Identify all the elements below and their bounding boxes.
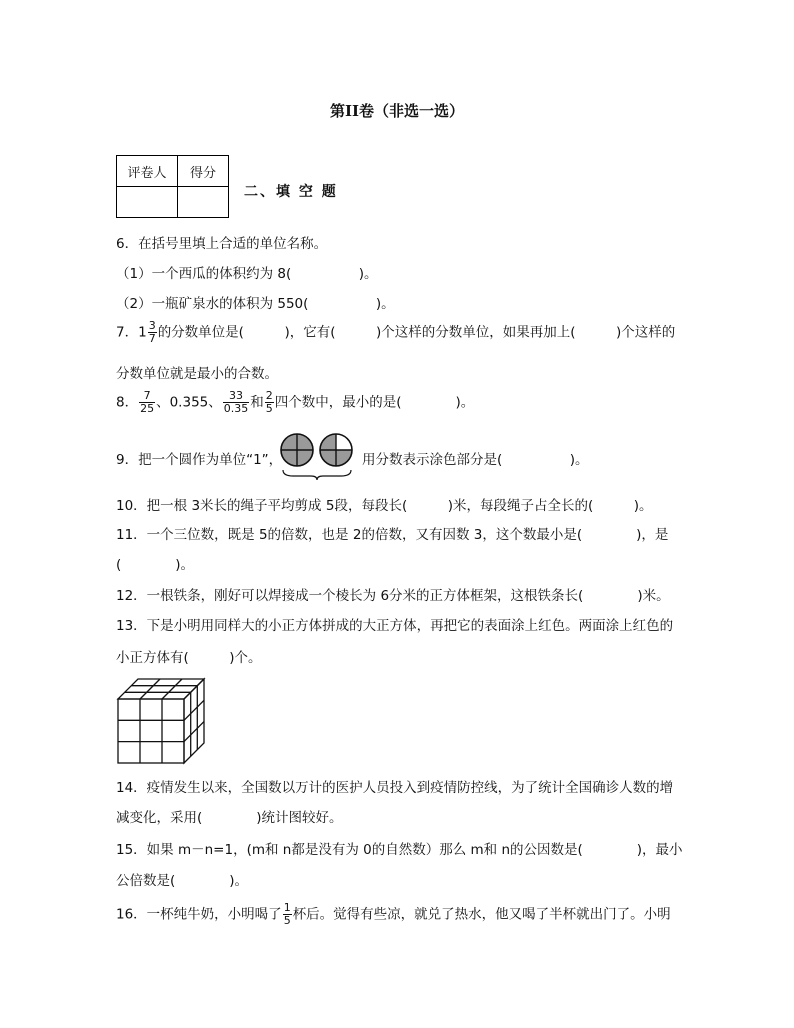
question-8-f2-numerator: 33 (223, 390, 250, 403)
question-8-f3-numerator: 2 (265, 389, 273, 402)
question-14-line2: 减变化，采用( )统计图较好。 (116, 810, 343, 826)
question-13-line2: 小正方体有( )个。 (116, 650, 262, 666)
question-6-stem: 6．在括号里填上合适的单位名称。 (116, 236, 328, 252)
question-6-sub2: （2）一瓶矿泉水的体积为 550( )。 (116, 296, 395, 312)
score-table-cell-grader (117, 187, 178, 218)
question-16-fraction (283, 902, 292, 927)
question-7-line1 (116, 320, 675, 345)
question-7-whole: 1 (138, 324, 147, 341)
score-table (116, 155, 229, 218)
question-8-fraction-3 (265, 390, 274, 415)
question-9-rest: 用分数表示涂色部分是( )。 (362, 452, 589, 468)
question-9-prefix: 9．把一个圆作为单位“1”， (116, 452, 283, 468)
question-8-f3-denominator: 5 (265, 402, 273, 415)
score-table-cell-score (178, 187, 229, 218)
question-13-cube-figure (116, 677, 210, 765)
question-7-rest: 的分数单位是( )，它有( )个这样的分数单位，如果再加上( )个这样的 (157, 324, 676, 341)
question-10: 10．把一根 3米长的绳子平均剪成 5段，每段长( )米，每段绳子占全长的( )。 (116, 498, 653, 514)
question-8-fraction-2 (223, 390, 250, 415)
question-8-f1-numerator: 7 (139, 390, 155, 403)
question-12: 12．一根铁条，刚好可以焊接成一个棱长为 6分米的正方体框架，这根铁条长( )米。 (116, 588, 670, 604)
section-title: 二、填 空 题 (244, 184, 338, 200)
question-16-rest: 杯后。觉得有些凉，就兑了热水，他又喝了半杯就出门了。小明 (292, 906, 671, 923)
page-title: 第II卷（非选一选） (329, 102, 465, 120)
question-8-and: 和 (250, 394, 264, 411)
score-table-header-score: 得分 (178, 156, 229, 187)
question-8-f2-denominator: 0.35 (223, 402, 249, 415)
question-13-line1: 13．下是小明用同样大的小正方体拼成的大正方体，再把它的表面涂上红色。两面涂上红色的 (116, 618, 674, 634)
question-16-prefix: 16．一杯纯牛奶，小明喝了 (116, 906, 282, 923)
question-8-f1-denominator: 25 (140, 402, 155, 415)
question-16-numerator: 1 (283, 901, 291, 914)
circle-left (281, 434, 313, 466)
question-16 (116, 902, 671, 927)
question-15-line2: 公倍数是( )。 (116, 873, 249, 889)
question-16-denominator: 5 (283, 914, 291, 927)
question-7-line2: 分数单位就是最小的合数。 (116, 366, 278, 382)
question-8 (116, 390, 474, 415)
circle-right (320, 434, 352, 466)
question-6-sub1: （1）一个西瓜的体积约为 8( )。 (116, 266, 378, 282)
question-9-circles-figure (279, 432, 361, 482)
question-8-fraction-1 (139, 390, 155, 415)
question-11-line2: ( )。 (116, 557, 195, 573)
score-table-header-grader: 评卷人 (117, 156, 178, 187)
question-7-numerator: 3 (148, 319, 156, 332)
question-7-prefix: 7． (116, 324, 139, 341)
question-15-line1: 15．如果 m－n=1，(m和 n都是没有为 0的自然数）那么 m和 n的公因数是( )，最小 (116, 842, 683, 858)
question-8-mid: 、0.355、 (156, 394, 222, 411)
brace (283, 470, 351, 480)
question-8-prefix: 8． (116, 394, 139, 411)
question-11-line1: 11．一个三位数，既是 5的倍数，也是 2的倍数，又有因数 3，这个数最小是( )，是 (116, 527, 669, 543)
question-14-line1: 14．疫情发生以来，全国数以万计的医护人员投入到疫情防控线，为了统计全国确诊人数的增 (116, 780, 674, 796)
question-8-rest: 四个数中，最小的是( )。 (274, 394, 475, 411)
question-7-fraction (148, 320, 157, 345)
question-7-denominator: 7 (148, 332, 156, 345)
